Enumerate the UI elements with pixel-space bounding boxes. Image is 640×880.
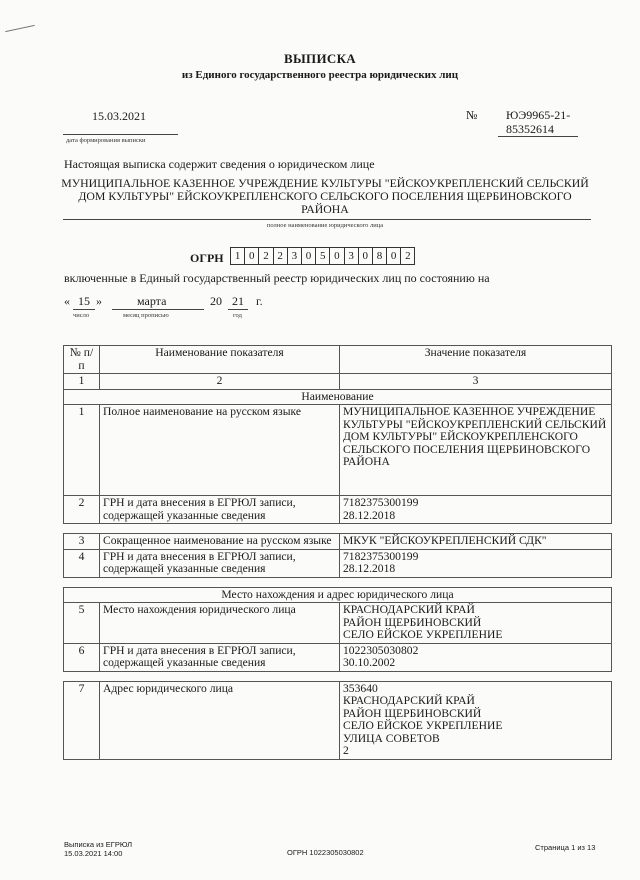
column-number: 3 — [340, 374, 612, 390]
table-spacer — [64, 671, 612, 681]
header-number: № п/п — [64, 346, 100, 374]
address-line: УЛИЦА СОВЕТОВ — [343, 731, 440, 745]
formation-date-underline — [63, 134, 178, 135]
ogrn-digit: 2 — [405, 250, 411, 262]
section-row — [64, 389, 612, 405]
footer-ogrn: ОГРН 1022305030802 — [287, 848, 364, 857]
address-line: 353640 — [343, 681, 378, 695]
column-number: 2 — [100, 374, 340, 390]
date-year-word: г. — [256, 294, 263, 308]
address-line: 2 — [343, 744, 349, 757]
footer-page-number: Страница 1 из 13 — [535, 843, 596, 852]
org-name-caption: полное наименование юридического лица — [266, 222, 384, 229]
ogrn-label: ОГРН — [190, 251, 224, 265]
year-caption: год — [233, 312, 242, 319]
org-name-underline — [63, 219, 591, 220]
date-year-prefix: 20 — [210, 294, 222, 308]
ogrn-digit: 3 — [288, 248, 302, 264]
org-full-name: МУНИЦИПАЛЬНОЕ КАЗЕННОЕ УЧРЕЖДЕНИЕ КУЛЬТУРЫ "ЕЙСКОУКРЕПЛЕНСКИЙ СЕЛЬСКИЙ ДОМ КУЛЬТУРЫ" ЕЙСКОУКРЕПЛЕНСКОГО СЕЛЬСКОГО ПОСЕЛЕНИЯ ЩЕРБИНОВСКОГО РАЙОНА — [61, 176, 589, 216]
section-name-heading: Наименование — [64, 389, 612, 405]
ogrn-digit: 0 — [387, 248, 401, 264]
grn-date: 28.12.2018 — [343, 562, 396, 575]
section-location-heading: Место нахождения и адрес юридического лица — [64, 587, 612, 603]
row-value: МУНИЦИПАЛЬНОЕ КАЗЕННОЕ УЧРЕЖДЕНИЕ КУЛЬТУРЫ "ЕЙСКОУКРЕПЛЕНСКИЙ СЕЛЬСКИЙ ДОМ КУЛЬТУРЫ" ЕЙСКОУКРЕПЛЕНСКОГО СЕЛЬСКОГО ПОСЕЛЕНИЯ ЩЕРБИНОВСКОГО РАЙОНА — [340, 405, 612, 496]
table-row — [64, 534, 612, 550]
number-underline — [498, 136, 578, 137]
ogrn-digit: 0 — [302, 248, 316, 264]
month-underline — [112, 309, 204, 310]
table-row — [64, 549, 612, 577]
row-value: МКУК "ЕЙСКОУКРЕПЛЕНСКИЙ СДК" — [340, 534, 612, 550]
header-indicator-name: Наименование показателя — [100, 346, 340, 374]
egrul-table — [63, 345, 612, 760]
row-value — [340, 603, 612, 644]
address-line: РАЙОН ЩЕРБИНОВСКИЙ — [343, 706, 482, 720]
header-indicator-value: Значение показателя — [340, 346, 612, 374]
row-number: 4 — [64, 549, 100, 577]
footer-left — [64, 840, 132, 858]
row-indicator: ГРН и дата внесения в ЕГРЮЛ записи, содержащей указанные сведения — [100, 549, 340, 577]
ogrn-digit: 2 — [259, 248, 273, 264]
grn-date: 28.12.2018 — [343, 508, 396, 522]
row-number: 5 — [64, 603, 100, 644]
formation-date: 15.03.2021 — [92, 109, 146, 123]
row-indicator: Адрес юридического лица — [100, 681, 340, 759]
row-number: 6 — [64, 643, 100, 671]
row-indicator: Сокращенное наименование на русском языке — [100, 534, 340, 550]
ogrn-digit: 3 — [345, 248, 359, 264]
table-row — [64, 603, 612, 644]
address-line: РАЙОН ЩЕРБИНОВСКИЙ — [343, 615, 482, 629]
ogrn-digit: 0 — [330, 248, 344, 264]
day-underline — [73, 309, 95, 310]
year-underline — [228, 309, 248, 310]
address-line: СЕЛО ЕЙСКОЕ УКРЕПЛЕНИЕ — [343, 628, 503, 641]
ogrn-digit: 0 — [359, 248, 373, 264]
row-number: 7 — [64, 681, 100, 759]
table-row — [64, 643, 612, 671]
number-sign: № — [466, 108, 478, 122]
ogrn-digit: 0 — [245, 248, 259, 264]
row-indicator: Место нахождения юридического лица — [100, 603, 340, 644]
document-title: ВЫПИСКА — [284, 51, 356, 66]
date-month: марта — [137, 294, 167, 308]
grn: 7182375300199 — [343, 549, 419, 563]
footer-timestamp: 15.03.2021 14:00 — [64, 849, 123, 858]
date-open-quote: « — [64, 294, 70, 308]
included-text: включенные в Единый государственный реестр юридических лиц по состоянию на — [64, 271, 490, 285]
date-day: 15 — [78, 294, 90, 308]
document-subtitle: из Единого государственного реестра юридических лиц — [181, 69, 459, 81]
section-row — [64, 587, 612, 603]
row-number: 3 — [64, 534, 100, 550]
day-caption: число — [73, 312, 90, 319]
month-caption: месяц прописью — [123, 312, 169, 319]
ogrn-digit: 1 — [231, 248, 245, 264]
row-value — [340, 643, 612, 671]
formation-date-caption: дата формирования выписки — [66, 137, 146, 144]
address-line: СЕЛО ЕЙСКОЕ УКРЕПЛЕНИЕ — [343, 719, 503, 732]
intro-text: Настоящая выписка содержит сведения о юридическом лице — [64, 157, 375, 171]
grn: 1022305030802 — [343, 643, 419, 657]
date-year-suffix: 21 — [232, 294, 244, 308]
ogrn-digit: 2 — [274, 248, 288, 264]
ogrn-digit: 5 — [316, 248, 330, 264]
ogrn-digit-boxes — [230, 247, 415, 265]
date-close-quote: » — [96, 294, 102, 308]
document-number: ЮЭ9965-21-85352614 — [506, 108, 571, 136]
row-value — [340, 549, 612, 577]
column-number: 1 — [64, 374, 100, 390]
row-indicator: ГРН и дата внесения в ЕГРЮЛ записи, содержащей указанные сведения — [100, 496, 340, 524]
table-spacer — [64, 577, 612, 587]
grn: 7182375300199 — [343, 496, 419, 509]
ogrn-digit: 8 — [373, 248, 387, 264]
table-row — [64, 496, 612, 524]
address-line: КРАСНОДАРСКИЙ КРАЙ — [343, 603, 475, 616]
row-value — [340, 496, 612, 524]
table-row — [64, 681, 612, 759]
row-indicator: ГРН и дата внесения в ЕГРЮЛ записи, содержащей указанные сведения — [100, 643, 340, 671]
row-value — [340, 681, 612, 759]
row-number: 2 — [64, 496, 100, 524]
table-spacer — [64, 524, 612, 534]
table-row — [64, 405, 612, 496]
footer-doc-name: Выписка из ЕГРЮЛ — [64, 840, 133, 849]
table-column-numbers-row — [64, 374, 612, 390]
grn-date: 30.10.2002 — [343, 656, 396, 669]
scan-mark — [5, 25, 35, 32]
address-line: КРАСНОДАРСКИЙ КРАЙ — [343, 694, 475, 707]
row-indicator: Полное наименование на русском языке — [100, 405, 340, 496]
table-header-row — [64, 346, 612, 374]
row-number: 1 — [64, 405, 100, 496]
